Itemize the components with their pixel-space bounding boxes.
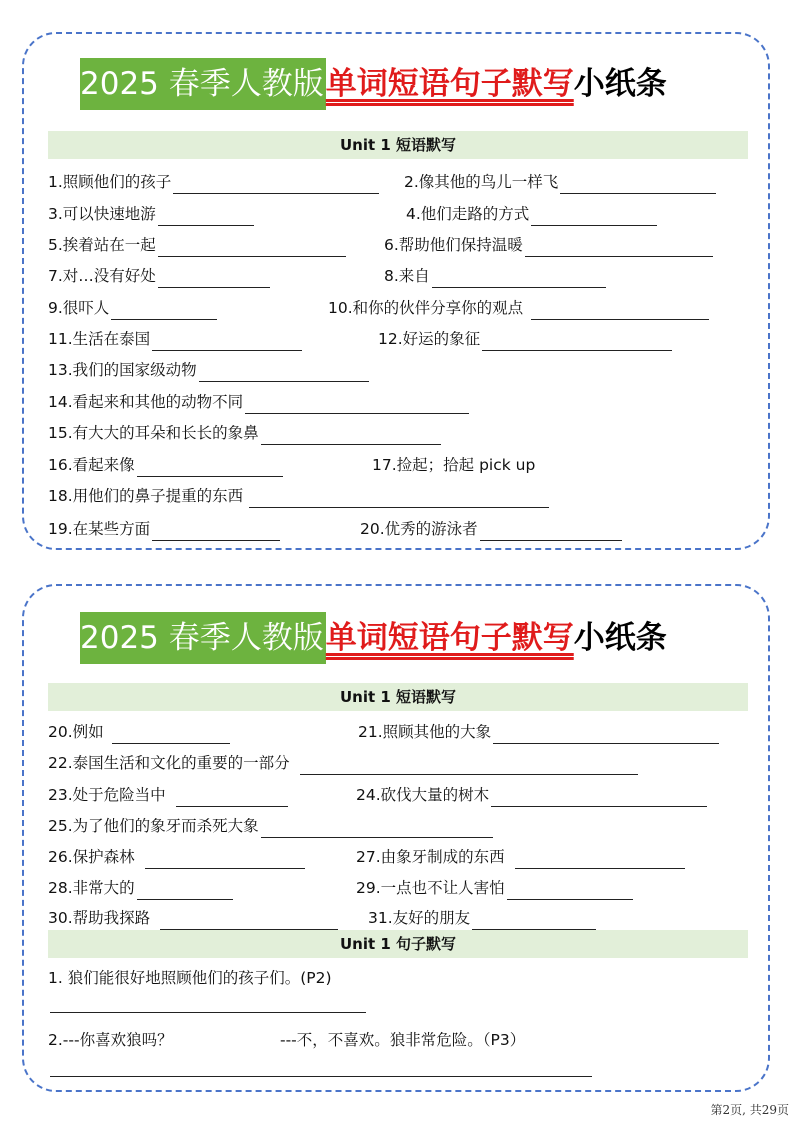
section-header: Unit 1 句子默写 <box>48 930 748 958</box>
answer-blank[interactable] <box>261 426 441 445</box>
item-label: 23.处于危险当中 <box>48 786 166 804</box>
title-black: 小纸条 <box>573 66 667 102</box>
answer-blank[interactable] <box>158 238 346 257</box>
answer-blank[interactable] <box>531 301 709 320</box>
card-title <box>80 612 667 664</box>
item-label: 11.生活在泰国 <box>48 330 151 348</box>
item-row <box>24 202 772 226</box>
item-label: 8.来自 <box>384 267 430 285</box>
answer-blank[interactable] <box>245 395 469 414</box>
item-label: 30.帮助我探路 <box>48 909 151 927</box>
answer-blank[interactable] <box>531 207 657 226</box>
answer-line[interactable] <box>50 1012 366 1013</box>
item-row <box>24 296 772 320</box>
title-green: 2025 春季人教版 <box>80 612 326 664</box>
answer-blank[interactable] <box>515 850 685 869</box>
answer-blank[interactable] <box>176 788 288 807</box>
sentence-prompt: ---不，不喜欢。狼非常危险。（P3） <box>280 1031 526 1049</box>
item-label: 14.看起来和其他的动物不同 <box>48 393 244 411</box>
answer-blank[interactable] <box>112 725 230 744</box>
item-row <box>24 358 772 382</box>
item-label: 29.一点也不让人害怕 <box>356 879 505 897</box>
item-row <box>24 390 772 414</box>
item-label: 26.保护森林 <box>48 848 135 866</box>
item-label: 25.为了他们的象牙而杀死大象 <box>48 817 259 835</box>
item-label: 3.可以快速地游 <box>48 205 156 223</box>
item-label: 7.对…没有好处 <box>48 267 156 285</box>
title-red: 单词短语句子默写 <box>325 620 574 656</box>
item-label: 5.挨着站在一起 <box>48 236 156 254</box>
item-row <box>24 783 772 807</box>
answer-line[interactable] <box>50 1076 592 1077</box>
title-green: 2025 春季人教版 <box>80 58 326 110</box>
item-row <box>24 264 772 288</box>
title-black: 小纸条 <box>573 620 667 656</box>
item-label: 27.由象牙制成的东西 <box>356 848 505 866</box>
item-label: 21.照顾其他的大象 <box>358 723 492 741</box>
sentence-prompt: 2.---你喜欢狼吗？ <box>48 1031 173 1049</box>
item-label: 28.非常大的 <box>48 879 135 897</box>
item-label: 22.泰国生活和文化的重要的一部分 <box>48 754 290 772</box>
item-row <box>24 814 772 838</box>
item-label: 20.优秀的游泳者 <box>360 520 478 538</box>
item-row <box>24 751 772 775</box>
item-row <box>24 720 772 744</box>
item-label: 12.好运的象征 <box>378 330 481 348</box>
item-label: 1.照顾他们的孩子 <box>48 173 172 191</box>
answer-blank[interactable] <box>491 788 707 807</box>
item-row <box>24 327 772 351</box>
answer-blank[interactable] <box>199 363 369 382</box>
title-red: 单词短语句子默写 <box>325 66 574 102</box>
answer-blank[interactable] <box>560 175 716 194</box>
item-row <box>24 453 772 477</box>
answer-blank[interactable] <box>482 332 672 351</box>
item-row <box>24 421 772 445</box>
item-label: 17.捡起；拾起 pick up <box>372 456 536 474</box>
card-title <box>80 58 667 110</box>
item-row <box>24 906 772 930</box>
answer-blank[interactable] <box>111 301 217 320</box>
answer-blank[interactable] <box>300 756 638 775</box>
item-label: 19.在某些方面 <box>48 520 151 538</box>
item-row <box>24 845 772 869</box>
page-footer: 第2页, 共29页 <box>710 1103 789 1117</box>
section-header: Unit 1 短语默写 <box>48 131 748 159</box>
item-row <box>24 484 772 508</box>
answer-blank[interactable] <box>152 522 280 541</box>
answer-blank[interactable] <box>249 489 549 508</box>
item-label: 24.砍伐大量的树木 <box>356 786 490 804</box>
answer-blank[interactable] <box>472 911 596 930</box>
answer-blank[interactable] <box>145 850 305 869</box>
answer-blank[interactable] <box>173 175 379 194</box>
item-row <box>24 170 772 194</box>
answer-blank[interactable] <box>525 238 713 257</box>
answer-blank[interactable] <box>160 911 338 930</box>
item-label: 31.友好的朋友 <box>368 909 471 927</box>
worksheet-card-2 <box>22 584 770 1092</box>
item-label: 4.他们走路的方式 <box>406 205 530 223</box>
section-header: Unit 1 短语默写 <box>48 683 748 711</box>
item-label: 9.很吓人 <box>48 299 110 317</box>
item-row <box>24 517 772 541</box>
item-label: 6.帮助他们保持温暖 <box>384 236 523 254</box>
item-label: 2.像其他的鸟儿一样飞 <box>404 173 559 191</box>
answer-blank[interactable] <box>480 522 622 541</box>
answer-blank[interactable] <box>158 269 270 288</box>
item-row <box>24 233 772 257</box>
answer-blank[interactable] <box>137 458 283 477</box>
item-label: 20.例如 <box>48 723 104 741</box>
item-label: 16.看起来像 <box>48 456 135 474</box>
sentence-prompt: 1. 狼们能很好地照顾他们的孩子们。(P2) <box>48 969 332 987</box>
answer-blank[interactable] <box>158 207 254 226</box>
worksheet-card-1 <box>22 32 770 550</box>
answer-blank[interactable] <box>137 881 233 900</box>
answer-blank[interactable] <box>152 332 302 351</box>
item-label: 10.和你的伙伴分享你的观点 <box>328 299 524 317</box>
answer-blank[interactable] <box>432 269 606 288</box>
item-label: 18.用他们的鼻子提重的东西 <box>48 487 244 505</box>
item-row <box>24 876 772 900</box>
answer-blank[interactable] <box>261 819 493 838</box>
item-label: 13.我们的国家级动物 <box>48 361 197 379</box>
answer-blank[interactable] <box>493 725 719 744</box>
answer-blank[interactable] <box>507 881 633 900</box>
item-label: 15.有大大的耳朵和长长的象鼻 <box>48 424 259 442</box>
